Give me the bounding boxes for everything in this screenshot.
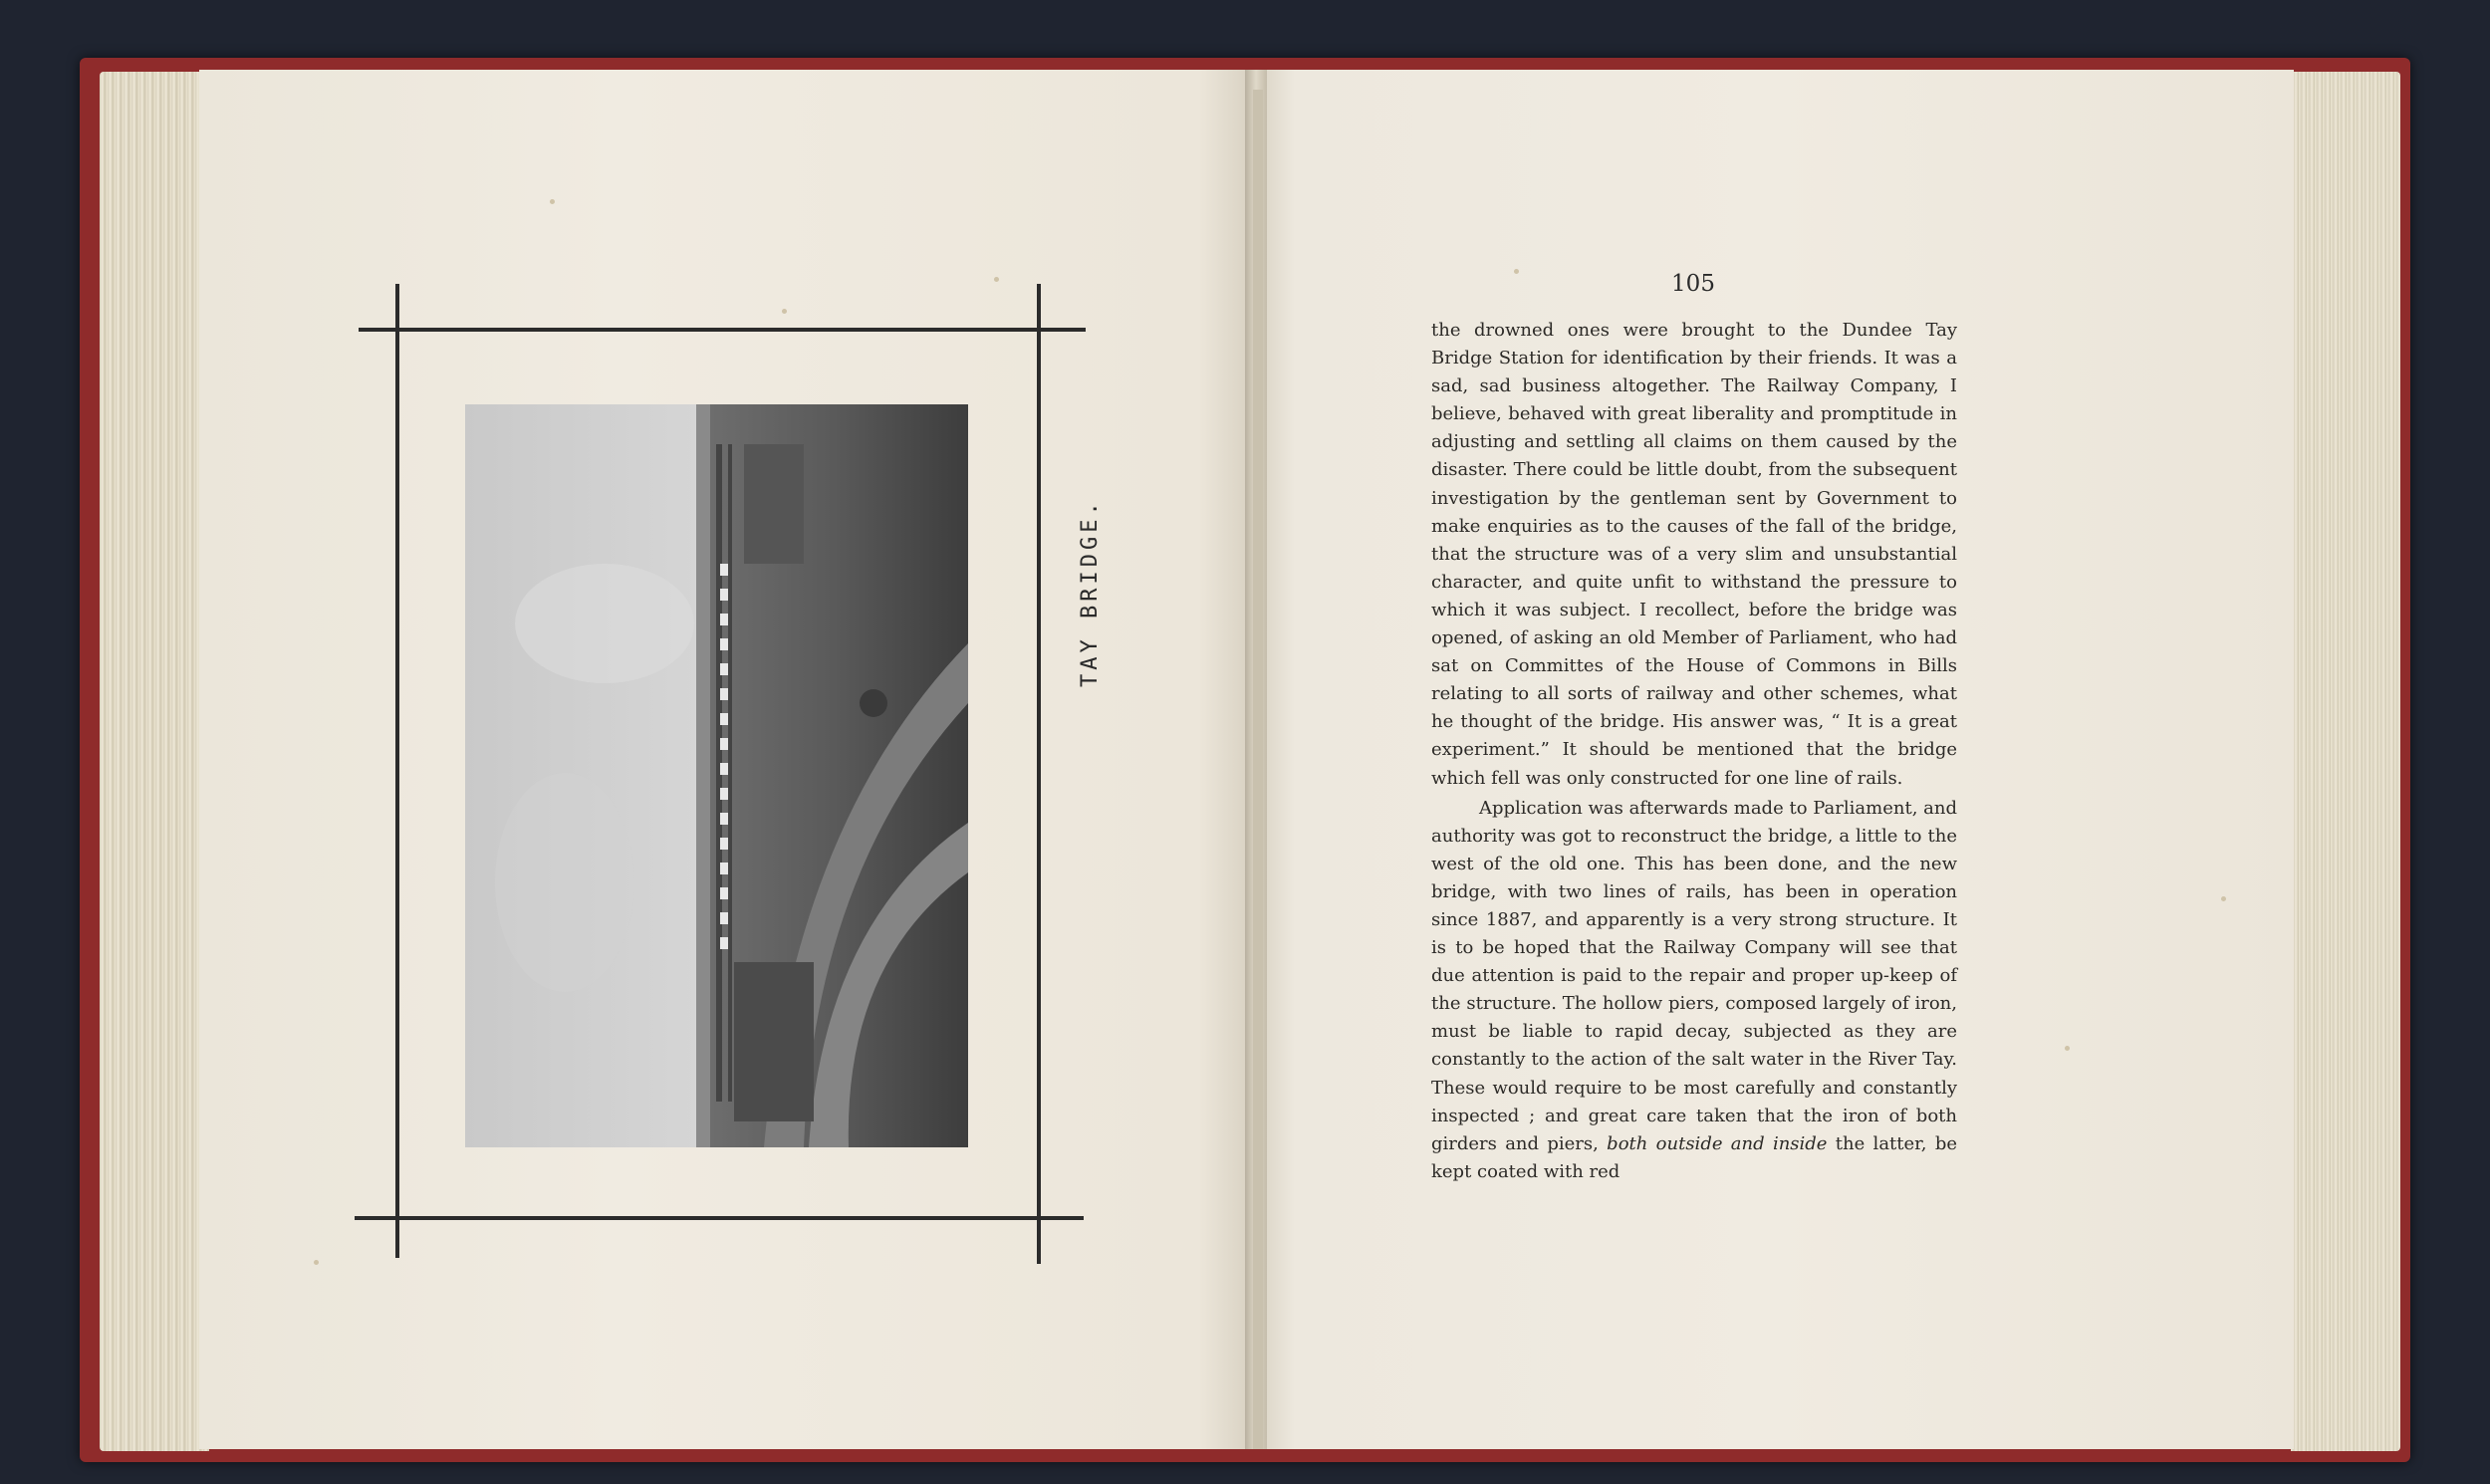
paper-speck bbox=[314, 1260, 319, 1265]
page-number-text: 105 bbox=[1671, 271, 1715, 297]
paragraph-2-end: the latter, be kept coated with red bbox=[1431, 1132, 1957, 1182]
body-text bbox=[1431, 317, 1957, 1186]
frame-line-top bbox=[359, 328, 1086, 332]
paper-speck bbox=[782, 309, 787, 314]
frame-line-bottom bbox=[355, 1216, 1084, 1220]
right-page-edges bbox=[2291, 72, 2400, 1451]
paper-speck bbox=[550, 199, 555, 204]
paragraph-2 bbox=[1431, 795, 1957, 1186]
frame-line-left bbox=[395, 284, 399, 1258]
paper-speck bbox=[2065, 1046, 2070, 1051]
paper-speck bbox=[994, 277, 999, 282]
paragraph-2-start: Application was afterwards made to Parliament, and authority was got to reconstruct the bridge, a little to the west of the old one. This has been done, and the new bridge, with two lines of rails, has been in operation since 1887, and apparently is a very strong structure. It is to be hoped that the Railway Company will see that due attention is paid to the repair and proper up-keep of the structure. The hollow piers, composed largely of iron, must be liable to rapid decay, subjected as they are constantly to the action of the salt water in the River Tay. These would require to be most carefully and constantly inspected ; and great care taken that the iron of both girders and piers, bbox=[1431, 797, 1957, 1154]
paper-speck bbox=[2221, 896, 2226, 901]
paragraph-1: the drowned ones were brought to the Dundee Tay Bridge Station for identification by their friends. It was a sad, sad business altogether. The Railway Company, I believe, behaved with great liberality and promptitude in adjusting and settling all claims on them caused by the disaster. There could be little doubt, from the subsequent investigation by the gentleman sent by Government to make enquiries as to the causes of the fall of the bridge, that the structure was of a very slim and unsubstantial character, and quite unfit to withstand the pressure to which it was subject. I recollect, before the bridge was opened, of asking an old Member of Parliament, who had sat on Committes of the House of Commons in Bills relating to all sorts of railway and other schemes, what he thought of the bridge. His answer was, “ It is a great experiment.” It should be mentioned that the bridge which fell was only constructed for one line of rails. bbox=[1431, 320, 1957, 789]
tay-bridge-photograph bbox=[465, 404, 968, 1147]
paper-speck bbox=[1514, 269, 1519, 274]
gutter-strip bbox=[1253, 90, 1263, 1449]
plate-caption: TAY BRIDGE. bbox=[1078, 498, 1103, 687]
frame-line-right bbox=[1037, 284, 1041, 1264]
left-page-edges bbox=[100, 72, 209, 1451]
paragraph-2-italic: both outside and inside bbox=[1607, 1132, 1828, 1154]
